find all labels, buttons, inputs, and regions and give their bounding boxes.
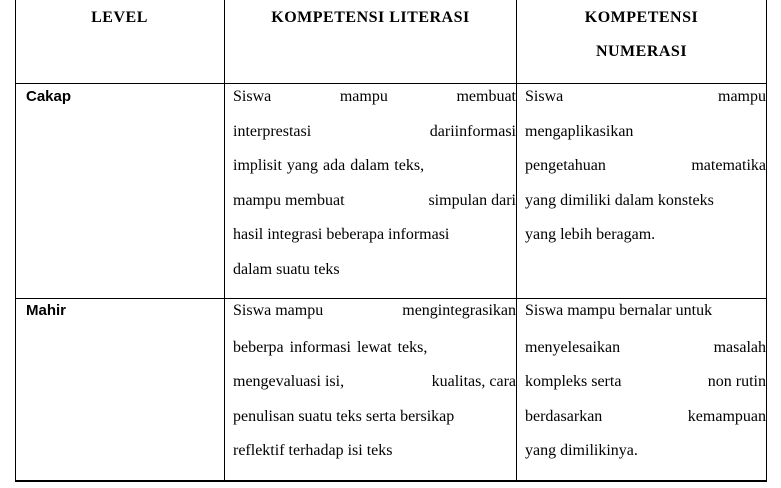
mahir-numerasi-line: menyelesaikan masalah [525, 339, 766, 356]
level-cakap: Cakap [26, 88, 72, 105]
table-border-bottom [15, 480, 767, 482]
cakap-numerasi-line: pengetahuan matematika [525, 157, 766, 174]
column-divider-2 [516, 0, 517, 482]
cakap-numerasi-line: yang lebih beragam. [525, 226, 656, 243]
cakap-numerasi-line: Siswa mampu [525, 88, 766, 105]
mahir-literasi-line: reflektif terhadap isi teks [233, 442, 393, 459]
mahir-literasi-line: mengevaluasi isi, kualitas, cara [233, 373, 516, 390]
header-numerasi-line1: KOMPETENSI [584, 9, 699, 26]
header-literasi: KOMPETENSI LITERASI [271, 9, 470, 26]
cakap-literasi-line: interprestasi dariinformasi [233, 123, 516, 140]
cakap-literasi-line: Siswa mampu membuat [233, 88, 516, 105]
header-level: LEVEL [91, 9, 148, 26]
table-border-left [15, 0, 16, 482]
mahir-literasi-line: beberpa informasi lewat teks, [233, 339, 428, 356]
cakap-literasi-line: dalam suatu teks [233, 261, 340, 278]
cakap-literasi-line: mampu membuat simpulan dari [233, 192, 516, 209]
cakap-numerasi-line: yang dimiliki dalam konsteks [525, 192, 714, 209]
mahir-literasi-line: Siswa mampu mengintegrasikan [233, 302, 516, 319]
cakap-numerasi-line: mengaplikasikan [525, 123, 634, 140]
mahir-numerasi-line: berdasarkan kemampuan [525, 408, 766, 425]
mahir-numerasi-line: kompleks serta non rutin [525, 373, 766, 390]
cakap-literasi-line: hasil integrasi beberapa informasi [233, 226, 450, 243]
header-numerasi-line2: NUMERASI [595, 43, 688, 60]
mahir-numerasi-line: yang dimilikinya. [525, 442, 638, 459]
mahir-literasi-line: penulisan suatu teks serta bersikap [233, 408, 455, 425]
header-divider [15, 83, 767, 84]
cakap-literasi-line: implisit yang ada dalam teks, [233, 157, 425, 174]
level-mahir: Mahir [26, 302, 67, 319]
row-divider [15, 298, 767, 299]
table-border-right [766, 0, 767, 482]
column-divider-1 [224, 0, 225, 482]
mahir-numerasi-line: Siswa mampu bernalar untuk [525, 302, 713, 319]
